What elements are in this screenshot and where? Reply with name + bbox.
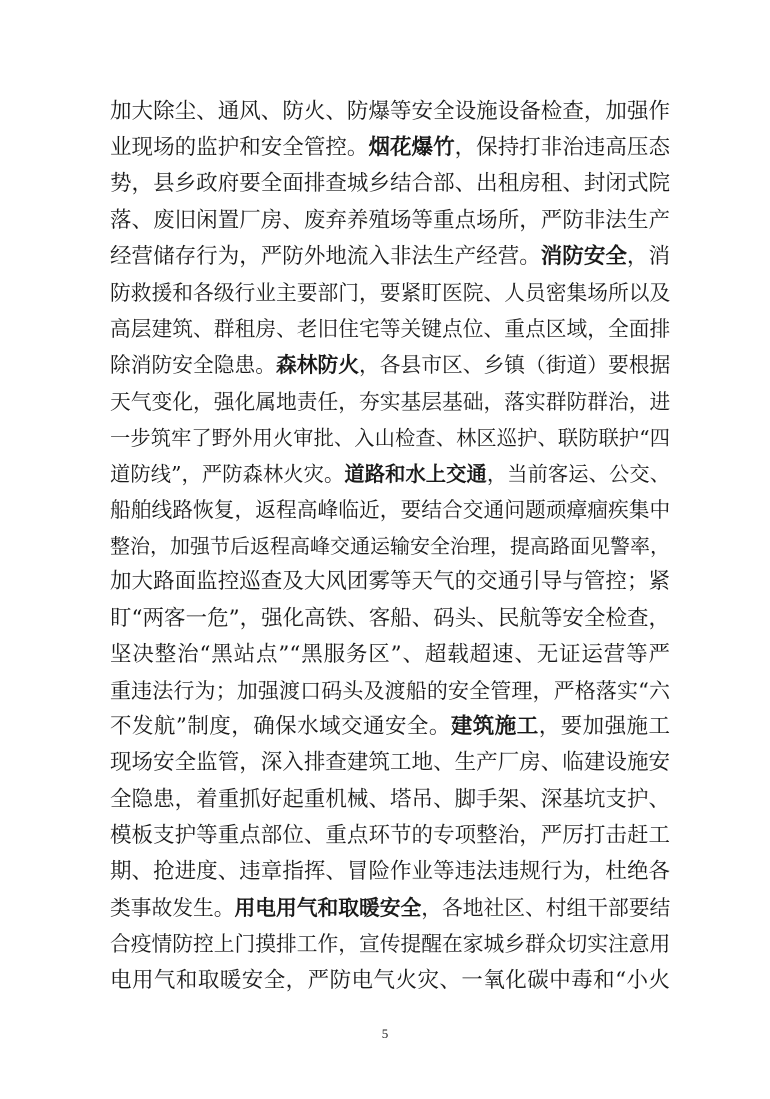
text-line [110,275,670,311]
text-run: 期、抢进度、违章指挥、冒险作业等违法违规行为，杜绝各 [110,858,670,884]
body-text [110,94,670,999]
bold-heading: 建筑施工 [450,714,539,740]
text-run: ，要加强施工 [538,714,670,740]
text-run: 坚决整治“黑站点”“黑服务区”、超载超速、无证运营等严 [110,641,670,667]
text-line [110,456,670,492]
text-run: 整治，加强节后返程高峰交通运输安全治理，提高路面见警率， [110,534,670,559]
text-run: 现场安全监管，深入排查建筑工地、生产厂房、临建设施安 [110,750,670,776]
text-line [110,347,670,383]
text-line [110,130,670,166]
bold-heading: 森林防火 [276,353,360,378]
text-run: ，消 [626,243,670,269]
text-run: 落、废旧闲置厂房、废弃养殖场等重点场所，严防非法生产 [110,207,670,233]
text-line [110,637,670,673]
text-line [110,963,670,999]
text-run: 重违法行为；加强渡口码头及渡船的安全管理，严格落实“六 [110,679,670,703]
page-number: 5 [381,1026,389,1041]
text-run: 加大除尘、通风、防火、防爆等安全设施设备检查，加强作 [110,99,670,124]
text-line [110,492,670,528]
bold-heading: 消防安全 [540,243,627,269]
text-run: 势，县乡政府要全面排查城乡结合部、出租房租、封闭式院 [110,171,670,197]
text-line [110,601,670,637]
text-run: 盯“两客一危”，强化高铁、客船、码头、民航等安全检查， [110,605,670,631]
text-run: 高层建筑、群租房、老旧住宅等关键点位、重点区域，全面排 [110,317,670,342]
text-run: ，当前客运、公交、 [486,461,670,486]
text-run: 类事故发生。 [110,896,235,921]
text-run: 业现场的监护和安全管控。 [110,135,369,161]
text-line [110,673,670,709]
text-run: 除消防安全隐患。 [110,353,277,378]
text-line [110,782,670,818]
text-line [110,564,670,600]
text-run: 防救援和各级行业主要部门，要紧盯医院、人员密集场所以及 [110,280,670,305]
text-run: 加大路面监控巡查及大风团雾等天气的交通引导与管控；紧 [110,569,670,595]
bold-heading: 用电用气和取暖安全 [234,896,422,921]
text-run: 电用气和取暖安全，严防电气火灾、一氧化碳中毒和“小火 [110,967,670,993]
text-line [110,709,670,745]
text-line [110,745,670,781]
text-run: 船舶线路恢复，返程高峰临近，要结合交通问题顽瘴痼疾集中 [110,498,670,523]
text-line [110,166,670,202]
text-line [110,239,670,275]
text-line [110,94,670,130]
text-line [110,420,670,456]
text-line [110,818,670,854]
bold-heading: 烟花爆竹 [368,135,455,161]
text-line [110,311,670,347]
text-run: 一步筑牢了野外用火审批、入山检查、林区巡护、联防联护“四 [110,425,670,450]
text-line [110,528,670,564]
text-run: ，各县市区、乡镇（街道）要根据 [359,353,670,378]
text-line [110,890,670,926]
text-line [110,203,670,239]
bold-heading: 道路和水上交通 [344,461,487,486]
text-run: 天气变化，强化属地责任，夯实基层基础，落实群防群治，进 [110,389,670,414]
text-run: ，各地社区、村组干部要结 [421,896,670,921]
text-run: 经营储存行为，严防外地流入非法生产经营。 [110,243,541,269]
text-run: 不发航”制度，确保水域交通安全。 [110,714,451,740]
text-run: 全隐患，着重抓好起重机械、塔吊、脚手架、深基坑支护、 [110,786,670,812]
text-line [110,926,670,962]
text-line [110,384,670,420]
text-run: 合疫情防控上门摸排工作，宣传提醒在家城乡群众切实注意用 [110,932,670,957]
text-run: ，保持打非治违高压态 [454,135,670,161]
text-run: 道防线”，严防森林火灾。 [110,461,345,486]
text-run: 模板支护等重点部位、重点环节的专项整治，严厉打击赶工 [110,822,670,848]
text-line [110,854,670,890]
